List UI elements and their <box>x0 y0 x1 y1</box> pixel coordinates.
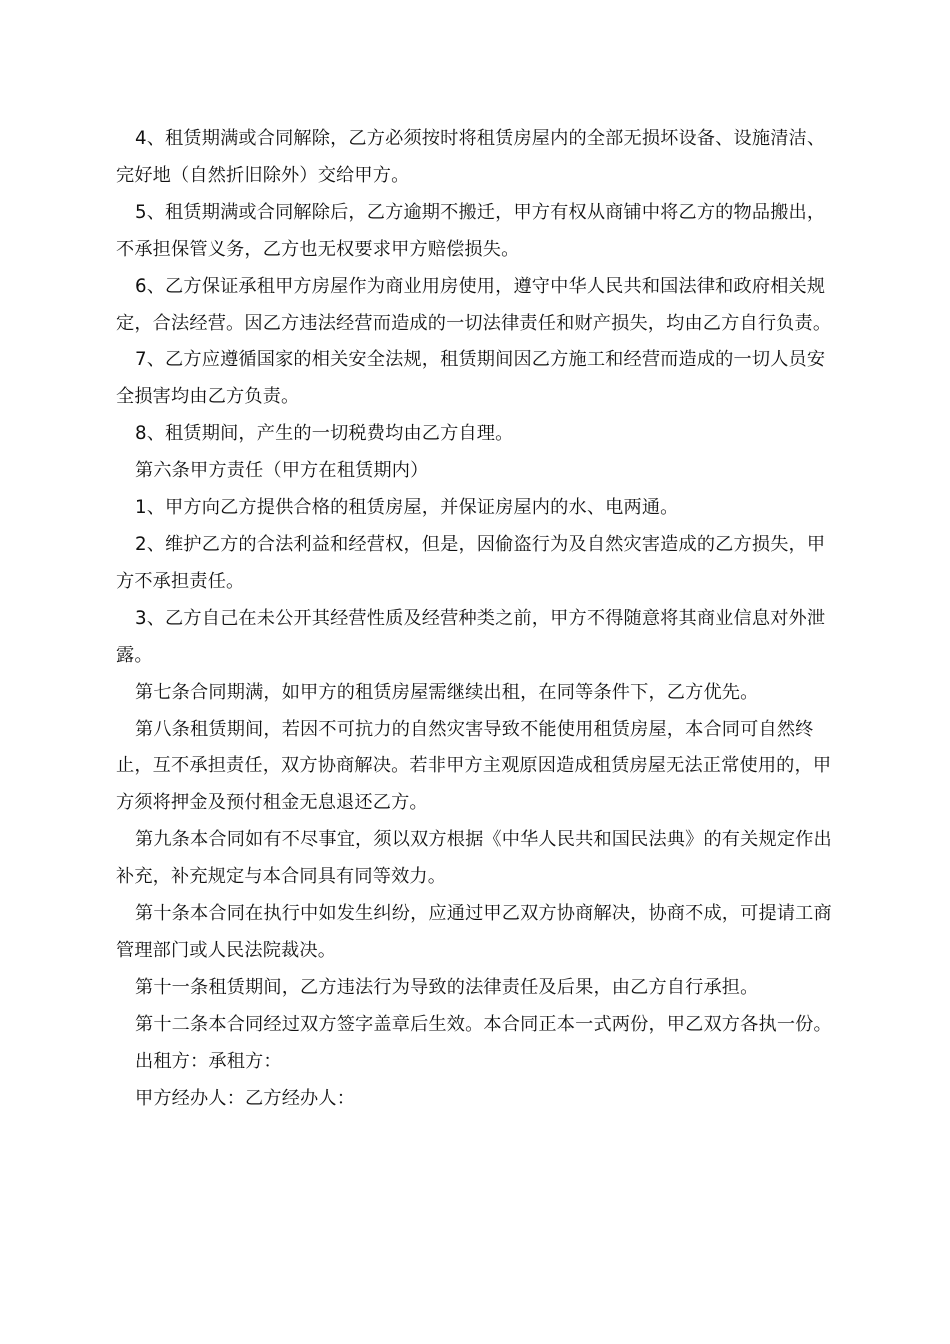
clause-5-item-8: 8、租赁期间，产生的一切税费均由乙方自理。 <box>135 423 514 445</box>
clause-11: 第十一条租赁期间，乙方违法行为导致的法律责任及后果，由乙方自行承担。 <box>135 976 759 998</box>
clause-6-item-2: 2、维护乙方的合法利益和经营权，但是，因偷盗行为及自然灾害造成的乙方损失，甲方不承担责任。 <box>116 533 826 592</box>
clause-5-item-5: 5、租赁期满或合同解除后，乙方逾期不搬迁，甲方有权从商铺中将乙方的物品搬出，不承担保管义务，乙方也无权要求甲方赔偿损失。 <box>116 201 826 260</box>
clause-6-heading: 第六条甲方责任（甲方在租赁期内） <box>135 460 429 482</box>
document-body <box>116 121 840 1117</box>
signature-parties-line: 出租方：承租方： <box>135 1050 282 1072</box>
clause-12: 第十二条本合同经过双方签字盖章后生效。本合同正本一式两份，甲乙双方各执一份。 <box>135 1013 832 1035</box>
clause-6-item-3: 3、乙方自己在未公开其经营性质及经营种类之前，甲方不得随意将其商业信息对外泄露。 <box>116 607 826 666</box>
clause-8: 第八条租赁期间，若因不可抗力的自然灾害导致不能使用租赁房屋，本合同可自然终止，互不承担责任，双方协商解决。若非甲方主观原因造成租赁房屋无法正常使用的，甲方须将押金及预付租金无息退还乙方。 <box>116 718 832 814</box>
clause-5-item-4: 4、租赁期满或合同解除，乙方必须按时将租赁房屋内的全部无损坏设备、设施清洁、完好地（自然折旧除外）交给甲方。 <box>116 128 826 186</box>
clause-6-item-1: 1、甲方向乙方提供合格的租赁房屋，并保证房屋内的水、电两通。 <box>135 497 679 519</box>
clause-5-item-7: 7、乙方应遵循国家的相关安全法规，租赁期间因乙方施工和经营而造成的一切人员安全损害均由乙方负责。 <box>116 349 826 408</box>
signature-agents-line: 甲方经办人：乙方经办人： <box>135 1087 356 1109</box>
clause-9: 第九条本合同如有不尽事宜，须以双方根据《中华人民共和国民法典》的有关规定作出补充，补充规定与本合同具有同等效力。 <box>116 829 832 888</box>
clause-10: 第十条本合同在执行中如发生纠纷，应通过甲乙双方协商解决，协商不成，可提请工商管理部门或人民法院裁决。 <box>116 903 832 961</box>
clause-7: 第七条合同期满，如甲方的租赁房屋需继续出租，在同等条件下，乙方优先。 <box>135 681 759 703</box>
clause-5-item-6: 6、乙方保证承租甲方房屋作为商业用房使用，遵守中华人民共和国法律和政府相关规定，合法经营。因乙方违法经营而造成的一切法律责任和财产损失，均由乙方自行负责。 <box>116 275 832 334</box>
